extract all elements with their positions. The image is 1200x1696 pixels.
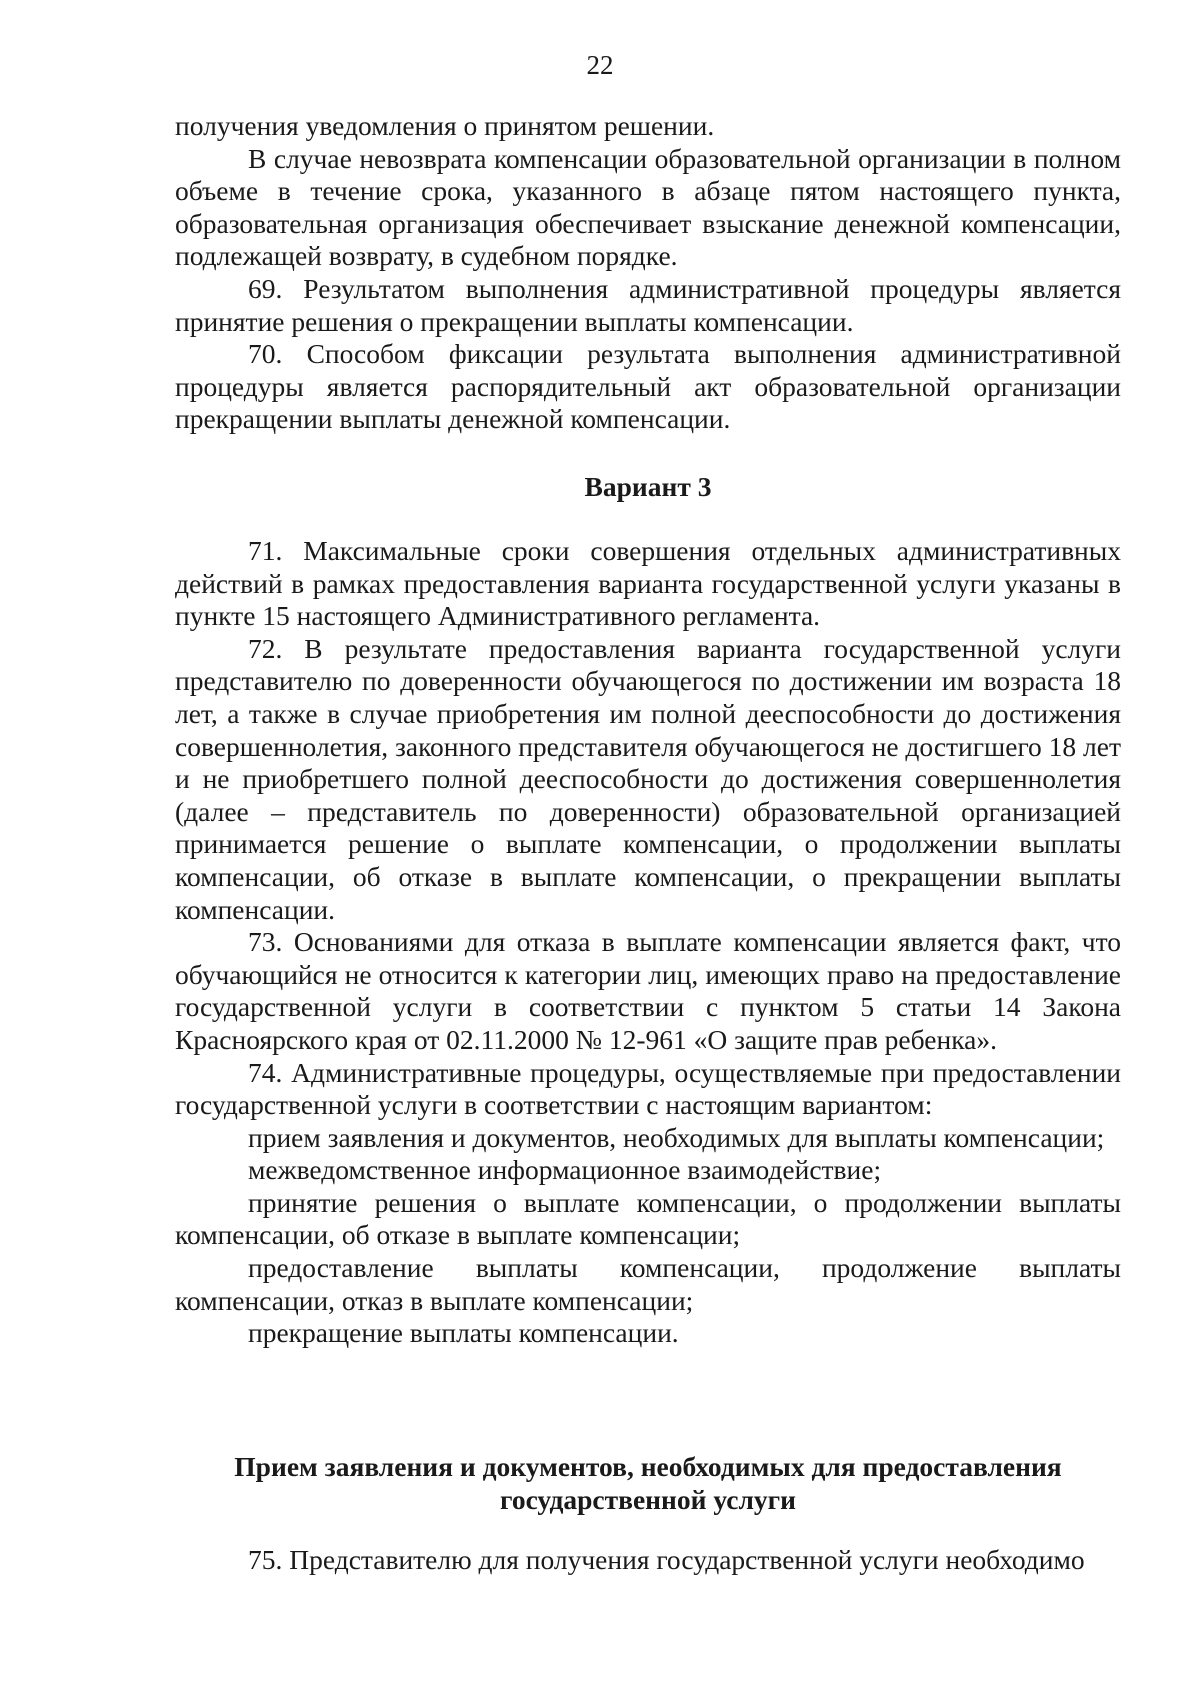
- text-block-middle: [175, 535, 1121, 1350]
- text-block-lower: [175, 1544, 1121, 1577]
- section-heading-variant: [175, 470, 1121, 503]
- paragraph: 74. Административные процедуры, осуществляемые при предоставлении государственной услуги в соответствии с настоящим вариантом:: [175, 1056, 1121, 1121]
- heading-text: Вариант 3: [584, 471, 712, 502]
- list-item: принятие решения о выплате компенсации, о продолжении выплаты компенсации, об отказе в выплате компенсации;: [175, 1186, 1121, 1251]
- page-number: 22: [586, 50, 614, 80]
- paragraph: 75. Представителю для получения государственной услуги необходимо: [248, 1544, 1085, 1575]
- list-item: прекращение выплаты компенсации.: [248, 1317, 679, 1349]
- paragraph: получения уведомления о принятом решении.: [175, 110, 715, 141]
- text-block-upper: [175, 110, 1121, 436]
- paragraph: 71. Максимальные сроки совершения отдельных административных действий в рамках предоставления варианта государственной услуги указаны в пункте 15 настоящего Административного регламента.: [175, 535, 1121, 632]
- list-item: межведомственное информационное взаимодействие;: [248, 1154, 882, 1186]
- list-item: прием заявления и документов, необходимых для выплаты компенсации;: [248, 1121, 1105, 1153]
- paragraph: 72. В результате предоставления варианта государственной услуги представителю по доверенности обучающегося по достижении им возраста 18 лет, а также в случае приобретения им полной дееспособности до достижения совершеннолетия, законного представителя обучающегося не достигшего 18 лет и не приобретшего полной дееспособности до достижения совершеннолетия (далее – представитель по доверенности) образовательной организацией принимается решение о выплате компенсации, о продолжении выплаты компенсации, об отказе в выплате компенсации, о прекращении выплаты компенсации.: [175, 632, 1121, 925]
- paragraph: 73. Основаниями для отказа в выплате компенсации является факт, что обучающийся не относится к категории лиц, имеющих право на предоставление государственной услуги в соответствии с пунктом 5 статьи 14 Закона Красноярского края от 02.11.2000 № 12-961 «О защите прав ребенка».: [175, 926, 1121, 1055]
- list-item: предоставление выплаты компенсации, продолжение выплаты компенсации, отказ в выплате компенсации;: [175, 1252, 1121, 1316]
- heading-text-line-2: государственной услуги: [500, 1484, 796, 1515]
- section-heading-reception: [175, 1450, 1121, 1516]
- paragraph: 70. Способом фиксации результата выполнения административной процедуры является распорядительный акт образовательной организации прекращении выплаты денежной компенсации.: [175, 338, 1121, 435]
- paragraph: В случае невозврата компенсации образовательной организации в полном объеме в течение срока, указанного в абзаце пятом настоящего пункта, образовательная организация обеспечивает взыскание денежной компенсации, подлежащей возврату, в судебном порядке.: [175, 142, 1121, 272]
- heading-text-line-1: Прием заявления и документов, необходимых для предоставления: [234, 1451, 1062, 1482]
- paragraph: 69. Результатом выполнения административной процедуры является принятие решения о прекращении выплаты компенсации.: [175, 272, 1121, 337]
